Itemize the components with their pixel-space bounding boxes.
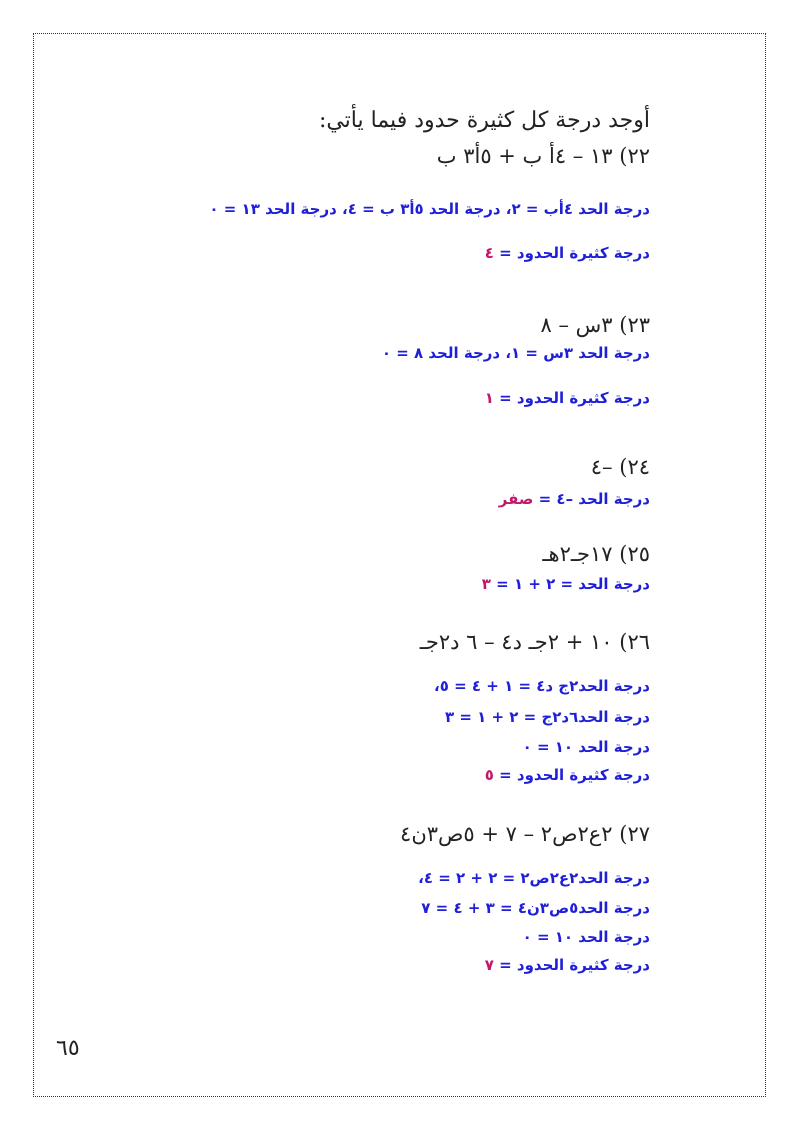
problem-24 <box>591 455 650 479</box>
problem-27 <box>400 822 650 846</box>
answer-text: درجة الحد = ٢ + ١ = <box>490 575 650 593</box>
answer-value: ٥ <box>484 766 494 784</box>
answer-line <box>499 490 650 508</box>
problem-number: ٢٦) <box>619 630 650 654</box>
answer-text: درجة الحد٥ص٣ن٤ = ٣ + ٤ = ٧ <box>421 899 650 917</box>
answer-line <box>485 244 650 262</box>
answer-line <box>523 738 650 756</box>
problem-expression: ١٧جـ٢هـ <box>542 542 613 566</box>
answer-line <box>445 708 650 726</box>
answer-line <box>523 928 650 946</box>
problem-expression: ٣س – ٨ <box>540 313 613 337</box>
answer-line <box>485 389 650 407</box>
problem-number: ٢٣) <box>619 313 650 337</box>
problem-expression: ١٠ + ٢جـ د٤ – ٦ د٢جـ <box>419 630 613 654</box>
answer-text: درجة الحد ١٠ = ٠ <box>522 928 650 946</box>
answer-text: درجة الحد٦د٢ج = ٢ + ١ = ٣ <box>444 708 650 726</box>
problem-number: ٢٢) <box>619 144 650 168</box>
answer-value: ٧ <box>484 956 494 974</box>
answer-value: صفر <box>498 490 534 508</box>
answer-text: درجة الحد –٤ = <box>533 490 650 508</box>
answer-value: ٣ <box>481 575 491 593</box>
answer-text: درجة الحد٢ج د٤ = ١ + ٤ = ٥، <box>434 677 650 695</box>
answer-line <box>485 766 650 784</box>
answer-value: ١ <box>484 389 494 407</box>
exercise-title: أوجد درجة كل كثيرة حدود فيما يأتي: <box>318 108 650 133</box>
answer-value: ٤ <box>484 244 494 262</box>
problem-26 <box>420 630 650 654</box>
problem-25 <box>542 542 650 566</box>
answer-line <box>209 200 650 218</box>
problem-expression: ٢ع٢ص٢ – ٧ + ٥ص٣ن٤ <box>400 822 613 846</box>
answer-line <box>421 899 650 917</box>
page-border <box>33 33 766 1097</box>
problem-expression: ١٣ – ٤أ ب + ٥أ٣ ب <box>436 144 613 168</box>
problem-23 <box>540 313 650 337</box>
answer-text: درجة كثيرة الحدود = <box>493 244 650 262</box>
answer-line <box>485 956 650 974</box>
page-number: ٦٥ <box>56 1036 80 1061</box>
answer-line <box>418 869 650 887</box>
answer-text: درجة الحد ٣س = ١، درجة الحد ٨ = ٠ <box>381 344 650 362</box>
problem-number: ٢٧) <box>619 822 650 846</box>
answer-line <box>434 677 650 695</box>
answer-text: درجة الحد ١٠ = ٠ <box>522 738 650 756</box>
problem-number: ٢٤) <box>619 455 650 479</box>
answer-line <box>482 575 650 593</box>
answer-text: درجة الحد ٤أب = ٢، درجة الحد ٥أ٣ ب = ٤، درجة الحد ١٣ = ٠ <box>209 200 650 218</box>
answer-text: درجة كثيرة الحدود = <box>493 956 650 974</box>
answer-text: درجة كثيرة الحدود = <box>493 389 650 407</box>
answer-text: درجة الحد٢ع٢ص٢ = ٢ + ٢ = ٤، <box>418 869 650 887</box>
problem-expression: –٤ <box>590 455 613 479</box>
problem-22 <box>437 144 650 168</box>
answer-text: درجة كثيرة الحدود = <box>493 766 650 784</box>
answer-line <box>382 344 650 362</box>
problem-number: ٢٥) <box>619 542 650 566</box>
